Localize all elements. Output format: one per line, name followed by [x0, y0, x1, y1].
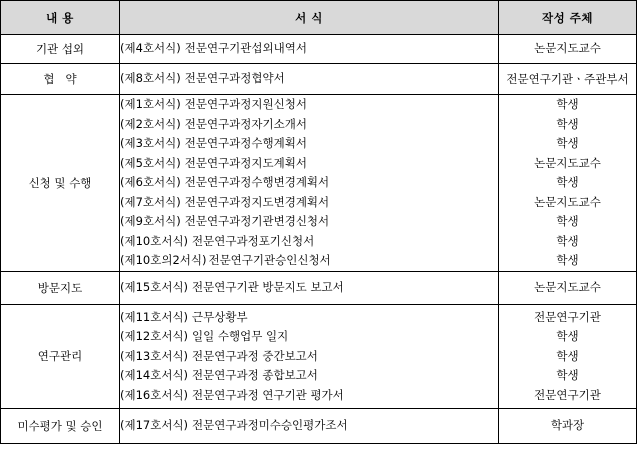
form-title: 전문연구과정수행계획서	[184, 136, 307, 150]
form-author: 학생	[556, 136, 579, 150]
form-author: 학생	[556, 329, 579, 343]
form-author: 학생	[556, 233, 579, 248]
form-entry	[120, 327, 498, 347]
form-entry	[120, 366, 498, 386]
form-title: 전문연구과정 연구기관 평가서	[192, 387, 344, 402]
form-author: 논문지도교수	[534, 155, 601, 170]
form-author: 학생	[556, 175, 579, 189]
form-title: 전문연구기관섭외내역서	[184, 41, 307, 56]
form-author: 학생	[556, 116, 579, 131]
form-entry	[120, 95, 498, 115]
category-cell: 기관 섭외	[1, 35, 120, 64]
form-code: (제11호서식)	[120, 309, 189, 324]
form-author: 전문연구기관ㆍ주관부서	[506, 72, 629, 86]
form-code: (제16호서식)	[120, 387, 189, 402]
form-entry	[120, 416, 498, 436]
form-title: 전문연구과정기관변경신청서	[184, 214, 330, 228]
author-cell	[499, 271, 637, 304]
form-code: (제12호서식)	[120, 329, 189, 343]
form-title: 전문연구기관 방문지도 보고서	[192, 279, 344, 294]
forms-cell	[120, 409, 499, 444]
category-label: 협 약	[43, 72, 77, 86]
form-entry	[120, 39, 498, 59]
form-entry	[120, 173, 498, 193]
form-title: 전문연구과정 중간보고서	[192, 348, 318, 363]
form-title: 근무상황부	[192, 309, 248, 324]
header-form: 서 식	[120, 1, 499, 35]
form-title: 전문연구과정지도변경계획서	[184, 194, 330, 209]
table-row	[1, 271, 637, 304]
author-cell	[499, 95, 637, 272]
forms-cell	[120, 64, 499, 95]
author-cell	[499, 64, 637, 95]
form-code: (제5호서식)	[120, 155, 181, 170]
form-author: 학과장	[550, 418, 585, 433]
form-entry	[120, 193, 498, 213]
table-row	[1, 35, 637, 64]
table-row	[1, 95, 637, 272]
category-cell: 연구관리	[1, 304, 120, 409]
form-author: 학생	[556, 97, 579, 111]
form-code: (제6호서식)	[120, 175, 181, 189]
author-cell	[499, 304, 637, 409]
form-code: (제4호서식)	[120, 41, 181, 56]
author-cell	[499, 409, 637, 444]
form-title: 전문연구과정지도계획서	[184, 155, 307, 170]
header-author: 작성 주체	[499, 1, 637, 35]
form-title: 일일 수행업무 일지	[192, 329, 289, 343]
forms-cell	[120, 35, 499, 64]
table-row	[1, 64, 637, 95]
form-code: (제15호서식)	[120, 279, 189, 294]
form-entry	[120, 212, 498, 232]
category-cell	[1, 64, 120, 95]
author-cell	[499, 35, 637, 64]
form-code: (제9호서식)	[120, 214, 181, 228]
form-entry	[120, 154, 498, 174]
forms-cell	[120, 271, 499, 304]
form-title: 전문연구과정포기신청서	[192, 233, 315, 248]
form-author: 논문지도교수	[534, 41, 601, 56]
form-author: 논문지도교수	[534, 194, 601, 209]
form-title: 전문연구과정지원신청서	[184, 97, 307, 111]
form-title: 전문연구과정자기소개서	[184, 116, 307, 131]
form-author: 학생	[556, 348, 579, 363]
form-author: 논문지도교수	[534, 279, 601, 294]
form-code: (제10호의2서식)	[120, 253, 207, 267]
forms-cell	[120, 304, 499, 409]
form-author: 전문연구기관	[534, 387, 601, 402]
form-code: (제17호서식)	[120, 418, 189, 433]
forms-cell	[120, 95, 499, 272]
form-entry	[120, 134, 498, 154]
category-cell: 방문지도	[1, 271, 120, 304]
form-entry	[120, 386, 498, 406]
category-cell: 미수평가 및 승인	[1, 409, 120, 444]
form-entry	[120, 115, 498, 135]
form-title: 전문연구과정협약서	[184, 71, 285, 86]
form-code: (제14호서식)	[120, 368, 189, 382]
form-author: 학생	[556, 368, 579, 382]
form-author: 학생	[556, 253, 579, 267]
header-row	[1, 1, 637, 35]
form-code: (제1호서식)	[120, 97, 181, 111]
form-title: 전문연구과정 종합보고서	[192, 368, 318, 382]
form-title: 전문연구과정미수승인평가조서	[192, 418, 348, 433]
form-author: 전문연구기관	[534, 309, 601, 324]
form-code: (제10호서식)	[120, 233, 189, 248]
form-author: 학생	[556, 214, 579, 228]
category-cell: 신청 및 수행	[1, 95, 120, 272]
form-entry	[120, 347, 498, 367]
form-code: (제13호서식)	[120, 348, 189, 363]
form-code: (제7호서식)	[120, 194, 181, 209]
form-entry	[120, 251, 498, 271]
form-code: (제8호서식)	[120, 71, 181, 86]
form-entry	[120, 278, 498, 298]
form-entry	[120, 232, 498, 252]
form-code: (제3호서식)	[120, 136, 181, 150]
header-category: 내 용	[1, 1, 120, 35]
form-entry	[120, 308, 498, 328]
form-code: (제2호서식)	[120, 116, 181, 131]
form-title: 전문연구과정수행변경계획서	[184, 175, 330, 189]
table-row	[1, 304, 637, 409]
form-title: 전문연구기관승인신청서	[208, 253, 331, 267]
table-row	[1, 409, 637, 444]
form-entry	[120, 69, 498, 89]
